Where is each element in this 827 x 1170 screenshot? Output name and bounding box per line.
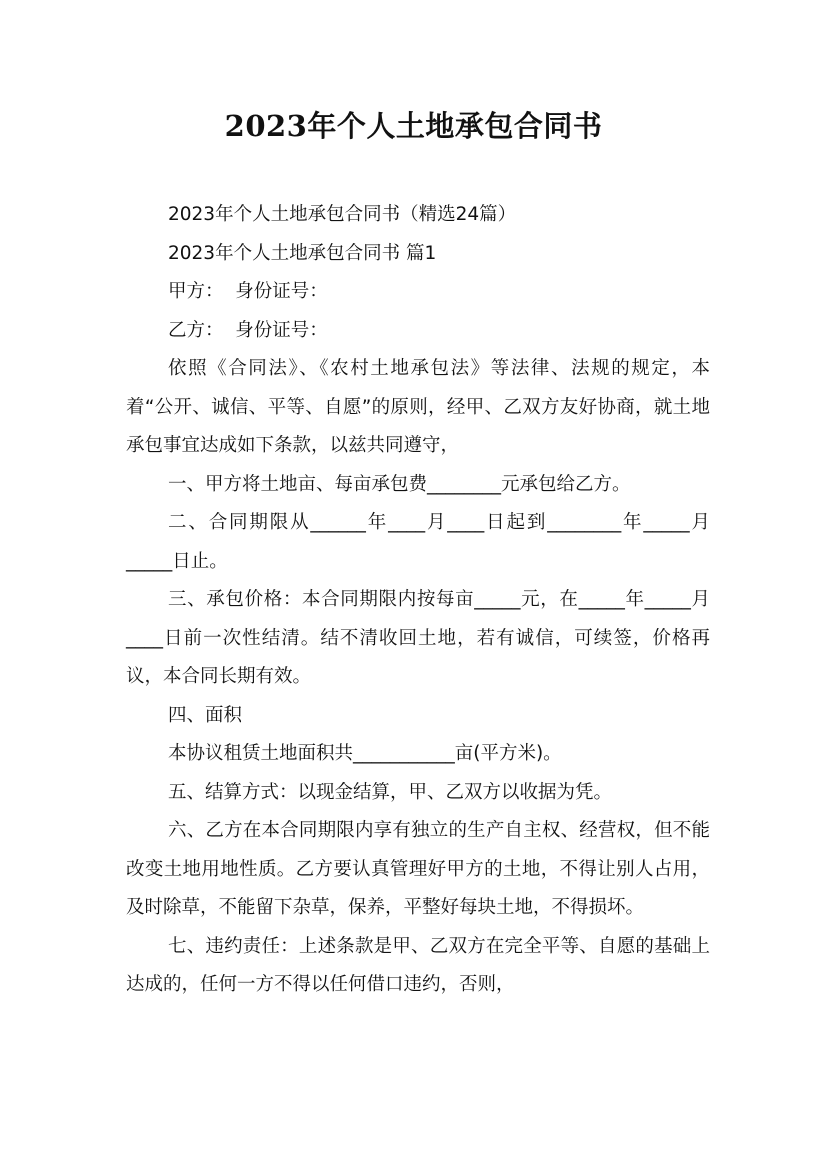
- paragraph-clause-6: 六、乙方在本合同期限内享有独立的生产自主权、经营权，但不能改变土地用地性质。乙方要认真管理好甲方的土地，不得让别人占用，及时除草，不能留下杂草，保养，平整好每块土地，不得损坏。: [126, 820, 710, 918]
- paragraph-subtitle: 2023年个人土地承包合同书（精选24篇）: [168, 204, 517, 225]
- paragraph-clause-3: 三、承包价格：本合同期限内按每亩_____元，在_____年_____月____日前一次性结清。结不清收回土地，若有诚信，可续签，价格再议，本合同长期有效。: [126, 589, 710, 687]
- paragraph-party-b: 乙方： 身份证号：: [168, 319, 328, 341]
- paragraph-preamble: 依照《合同法》、《农村土地承包法》等法律、法规的规定，本着“公开、诚信、平等、自愿”的原则，经甲、乙双方友好协商，就土地承包事宜达成如下条款，以兹共同遵守，: [126, 358, 710, 456]
- paragraph-clause-4-heading: 四、面积: [168, 704, 243, 726]
- paragraph-clause-5: 五、结算方式：以现金结算，甲、乙双方以收据为凭。: [168, 781, 613, 803]
- paragraph-party-a: 甲方： 身份证号：: [168, 281, 328, 302]
- document-title: 2023年个人土地承包合同书: [224, 109, 603, 143]
- paragraph-clause-1: 一、甲方将土地亩、每亩承包费________元承包给乙方。: [168, 473, 631, 495]
- document-body: [126, 196, 710, 1005]
- paragraph-clause-2: 二、合同期限从______年____月____日起到________年_____月_____日止。: [126, 512, 710, 572]
- paragraph-section-heading: 2023年个人土地承包合同书 篇1: [168, 242, 437, 264]
- paragraph-clause-4-body: 本协议租赁土地面积共___________亩(平方米)。: [168, 743, 562, 764]
- paragraph-clause-7: 七、违约责任：上述条款是甲、乙双方在完全平等、自愿的基础上达成的，任何一方不得以任何借口违约，否则，: [126, 935, 710, 995]
